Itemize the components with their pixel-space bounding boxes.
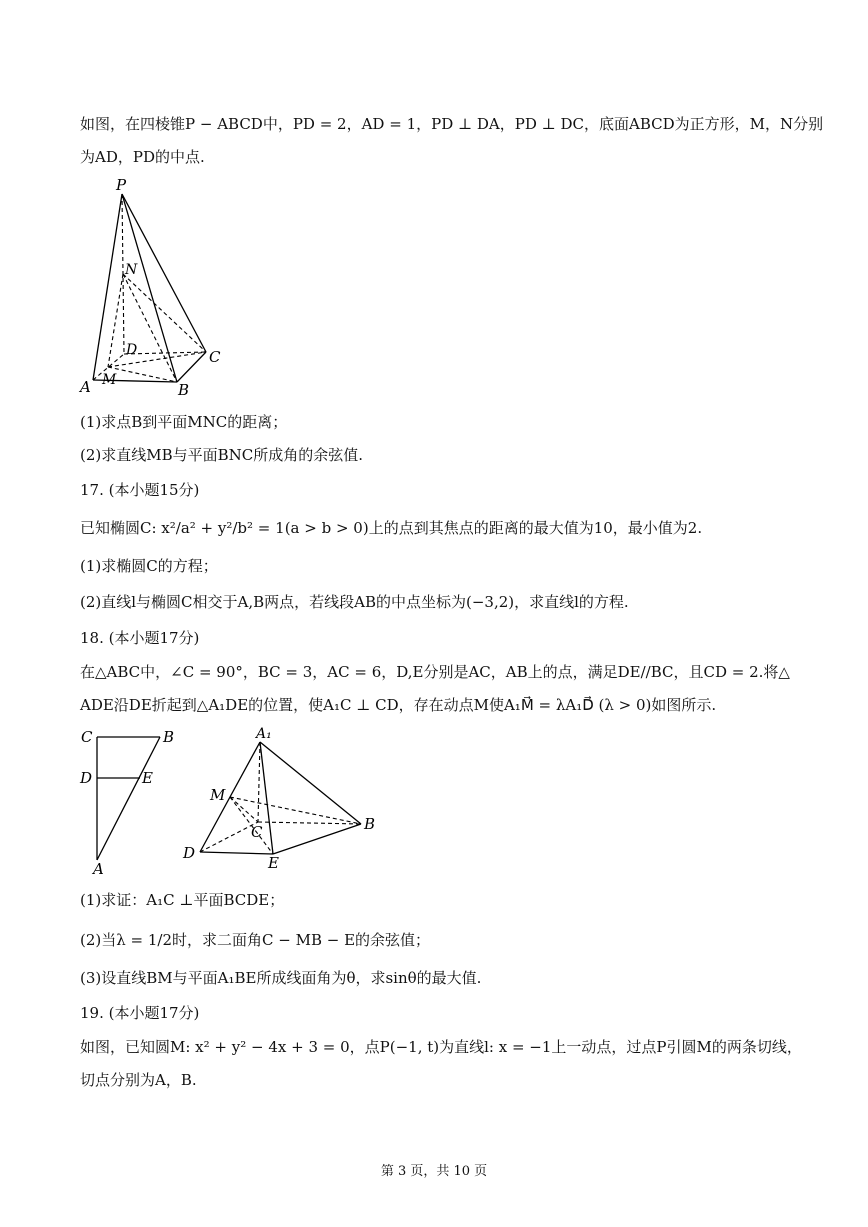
label-M: M (102, 372, 117, 388)
p18-q2: (2)当λ = 1/2时，求二面角C − MB − E的余弦值； (80, 931, 431, 949)
p17-stem: 已知椭圆C: x²/a² + y²/b² = 1(a > b > 0)上的点到其焦点的距离的最大值为10，最小值为2. (80, 519, 703, 537)
p18-q3: (3)设直线BM与平面A₁BE所成线面角为θ，求sinθ的最大值. (80, 969, 482, 987)
p19-header: 19. (本小题17分) (80, 1004, 200, 1022)
label-P: P (116, 176, 127, 194)
label-A: A (93, 860, 104, 877)
triangle-figure (75, 722, 185, 877)
label-B: B (163, 728, 175, 746)
p18-header: 18. (本小题17分) (80, 629, 200, 647)
p19-stem-line1: 如图，已知圆M: x² + y² − 4x + 3 = 0，点P(−1, t)为直线l: x = −1上一动点，过点P引圆M的两条切线， (80, 1038, 802, 1056)
label-N: N (125, 262, 138, 278)
label-B: B (178, 381, 190, 399)
p16-q2: (2)求直线MB与平面BNC所成角的余弦值. (80, 446, 364, 464)
p16-intro-line2: 为AD，PD的中点. (80, 148, 205, 166)
label-D: D (80, 769, 93, 787)
p16-intro-line1: 如图，在四棱锥P − ABCD中，PD = 2，AD = 1，PD ⊥ DA，PD ⊥ DC，底面ABCD为正方形，M，N分别 (80, 115, 824, 133)
label-C: C (209, 348, 221, 366)
p18-stem-line1: 在△ABC中，∠C = 90°，BC = 3，AC = 6，D,E分别是AC，AB上的点，满足DE//BC，且CD = 2.将△ (80, 663, 790, 681)
label-E: E (268, 854, 279, 872)
p16-q1: (1)求点B到平面MNC的距离； (80, 413, 288, 431)
label-A1: A₁ (256, 726, 272, 742)
page-footer: 第 3 页，共 10 页 (380, 1164, 488, 1179)
p17-header: 17. (本小题15分) (80, 481, 200, 499)
pyramid-figure (70, 172, 240, 402)
p17-q1: (1)求椭圆C的方程； (80, 557, 218, 575)
p17-q2: (2)直线l与椭圆C相交于A,B两点，若线段AB的中点坐标为(−3,2)，求直线l的方程. (80, 593, 629, 611)
label-D: D (126, 342, 138, 358)
label-E: E (142, 769, 153, 787)
label-A: A (80, 378, 91, 396)
folded-figure (178, 722, 383, 872)
p18-q1: (1)求证：A₁C ⊥平面BCDE； (80, 891, 285, 909)
label-C: C (81, 728, 93, 746)
label-B: B (364, 815, 376, 833)
label-M: M (210, 786, 226, 804)
label-D: D (183, 844, 196, 862)
p19-stem-line2: 切点分别为A，B. (80, 1071, 197, 1089)
label-C: C (251, 823, 263, 841)
p18-stem-line2: ADE沿DE折起到△A₁DE的位置，使A₁C ⊥ CD，存在动点M使A₁M⃗ = λA₁D⃗ (λ > 0)如图所示. (80, 696, 717, 714)
